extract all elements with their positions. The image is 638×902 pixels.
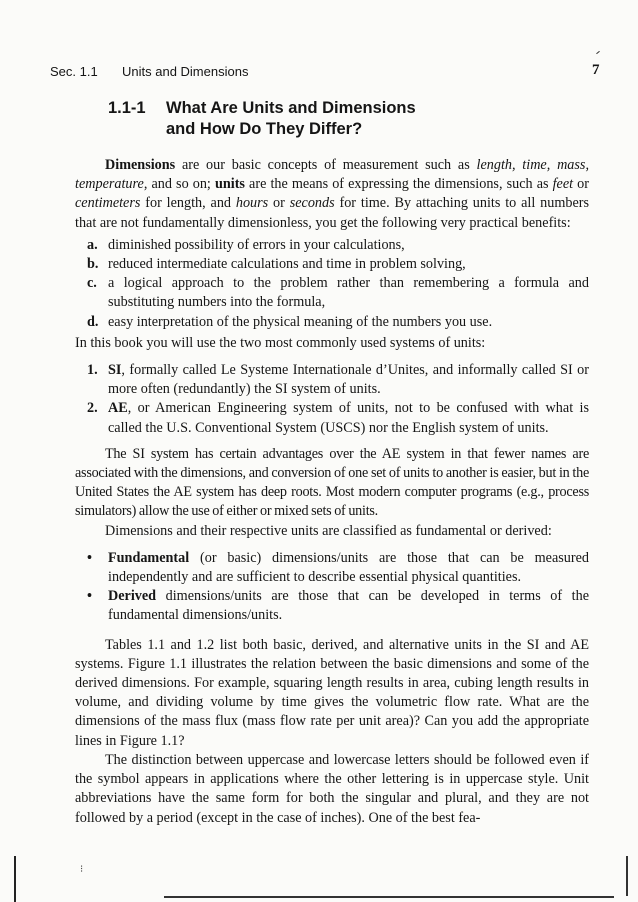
text-run: for time. By attaching units to all numbers that are not fundamentally dimensionless, you get the following very practical benefits:	[75, 195, 589, 231]
list-item	[75, 236, 589, 255]
list-marker: d.	[87, 313, 99, 330]
list-item-text: , formally called Le Systeme Internationale d’Unites, and informally called SI or more often (redundantly) the SI system of units.	[108, 362, 589, 398]
term-dimensions: Dimensions	[105, 157, 176, 173]
text-run: for length, and	[140, 195, 236, 212]
case-paragraph: The distinction between uppercase and lowercase letters should be followed even if the symbol appears in applications where the other lettering is in uppercase style. Unit abbreviations have the same form for both the singular and plural, and they are not followed by a period (except in the case of inches). One of the best fea-	[75, 751, 589, 826]
si-advantages-paragraph: The SI system has certain advantages over the AE system in that fewer names are associated with the dimensions, and conversion of one set of units to another is easier, but in the United States the AE system has deep roots. Most modern computer programs (e.g., process simulators) allow the use of either or mixed sets of units.	[75, 445, 589, 520]
term-derived: Derived	[108, 588, 157, 605]
italic-run: centimeters	[75, 195, 141, 212]
bullet-marker: •	[87, 588, 92, 605]
term-ae: AE	[108, 400, 128, 417]
classification-paragraph: Dimensions and their respective units are classified as fundamental or derived:	[105, 522, 552, 539]
term-units: units	[214, 176, 245, 193]
italic-run: temperature	[75, 176, 144, 193]
list-marker: a.	[87, 236, 98, 253]
term-fundamental: Fundamental	[108, 549, 190, 566]
list-item	[75, 255, 589, 274]
benefits-list	[75, 236, 589, 332]
list-item-text: a logical approach to the problem rather than remembering a formula and substituting numbers into the formula,	[108, 275, 589, 311]
text-run: or	[573, 176, 590, 193]
section-heading-line1: What Are Units and Dimensions	[166, 99, 416, 117]
list-item-text: easy interpretation of the physical meaning of the numbers you use.	[108, 313, 493, 330]
page-bottom-rule	[164, 896, 614, 898]
dimension-types-list	[75, 549, 589, 626]
list-item-text: diminished possibility of errors in your calculations,	[108, 236, 405, 253]
body-text	[75, 156, 589, 828]
italic-run: feet	[552, 176, 574, 193]
page-edge-line	[626, 856, 628, 896]
list-item	[75, 549, 589, 587]
text-run: , and so on;	[143, 176, 215, 193]
section-heading	[108, 98, 416, 140]
systems-intro-paragraph: In this book you will use the two most commonly used systems of units:	[75, 334, 486, 351]
unit-systems-list	[75, 361, 589, 438]
list-item	[75, 399, 589, 437]
running-header-section: Sec. 1.1	[50, 64, 98, 79]
list-item-text: reduced intermediate calculations and time in problem solving,	[108, 256, 466, 273]
page-corner-mark	[596, 51, 600, 54]
text-run: are the means of expressing the dimensions, such as	[244, 176, 553, 193]
scan-mark: ⁝	[80, 864, 84, 875]
page-edge-line	[14, 856, 16, 902]
italic-run: length, time, mass,	[476, 157, 589, 173]
list-item-text: , or American Engineering system of units, not to be confused with what is called the U.S. Conventional System (USCS) nor the English system of units.	[108, 400, 589, 436]
tables-paragraph: Tables 1.1 and 1.2 list both basic, derived, and alternative units in the SI and AE systems. Figure 1.1 illustrates the relation between the basic dimensions and some of the derived dimensions. For example, squaring length results in area, cubing length results in volume, and dividing volume by time gives the volumetric flow rate. What are the dimensions of the mass flux (mass flow rate per unit area)? Can you add the appropriate lines in Figure 1.1?	[75, 636, 589, 749]
italic-run: hours	[235, 195, 269, 212]
page-number: 7	[592, 62, 600, 78]
italic-run: seconds	[289, 195, 335, 212]
list-item-text: (or basic) dimensions/units are those that can be measured independently and are sufficient to describe essential physical quantities.	[108, 549, 589, 586]
text-run: are our basic concepts of measurement such as	[175, 157, 477, 173]
intro-paragraph	[75, 156, 589, 233]
term-si: SI	[108, 362, 122, 379]
list-marker: 1.	[87, 362, 98, 379]
list-marker: c.	[87, 275, 97, 292]
list-item-text: dimensions/units are those that can be developed in terms of the fundamental dimensions/units.	[108, 588, 589, 624]
list-item	[75, 587, 589, 625]
section-heading-line2: and How Do They Differ?	[166, 120, 363, 138]
list-item	[75, 313, 589, 332]
list-item	[75, 361, 589, 399]
list-marker: b.	[87, 256, 99, 273]
running-header-title: Units and Dimensions	[122, 64, 249, 79]
text-run: or	[268, 195, 290, 212]
list-item	[75, 274, 589, 312]
list-marker: 2.	[87, 400, 98, 417]
bullet-marker: •	[87, 549, 92, 566]
section-heading-number: 1.1-1	[108, 99, 146, 117]
